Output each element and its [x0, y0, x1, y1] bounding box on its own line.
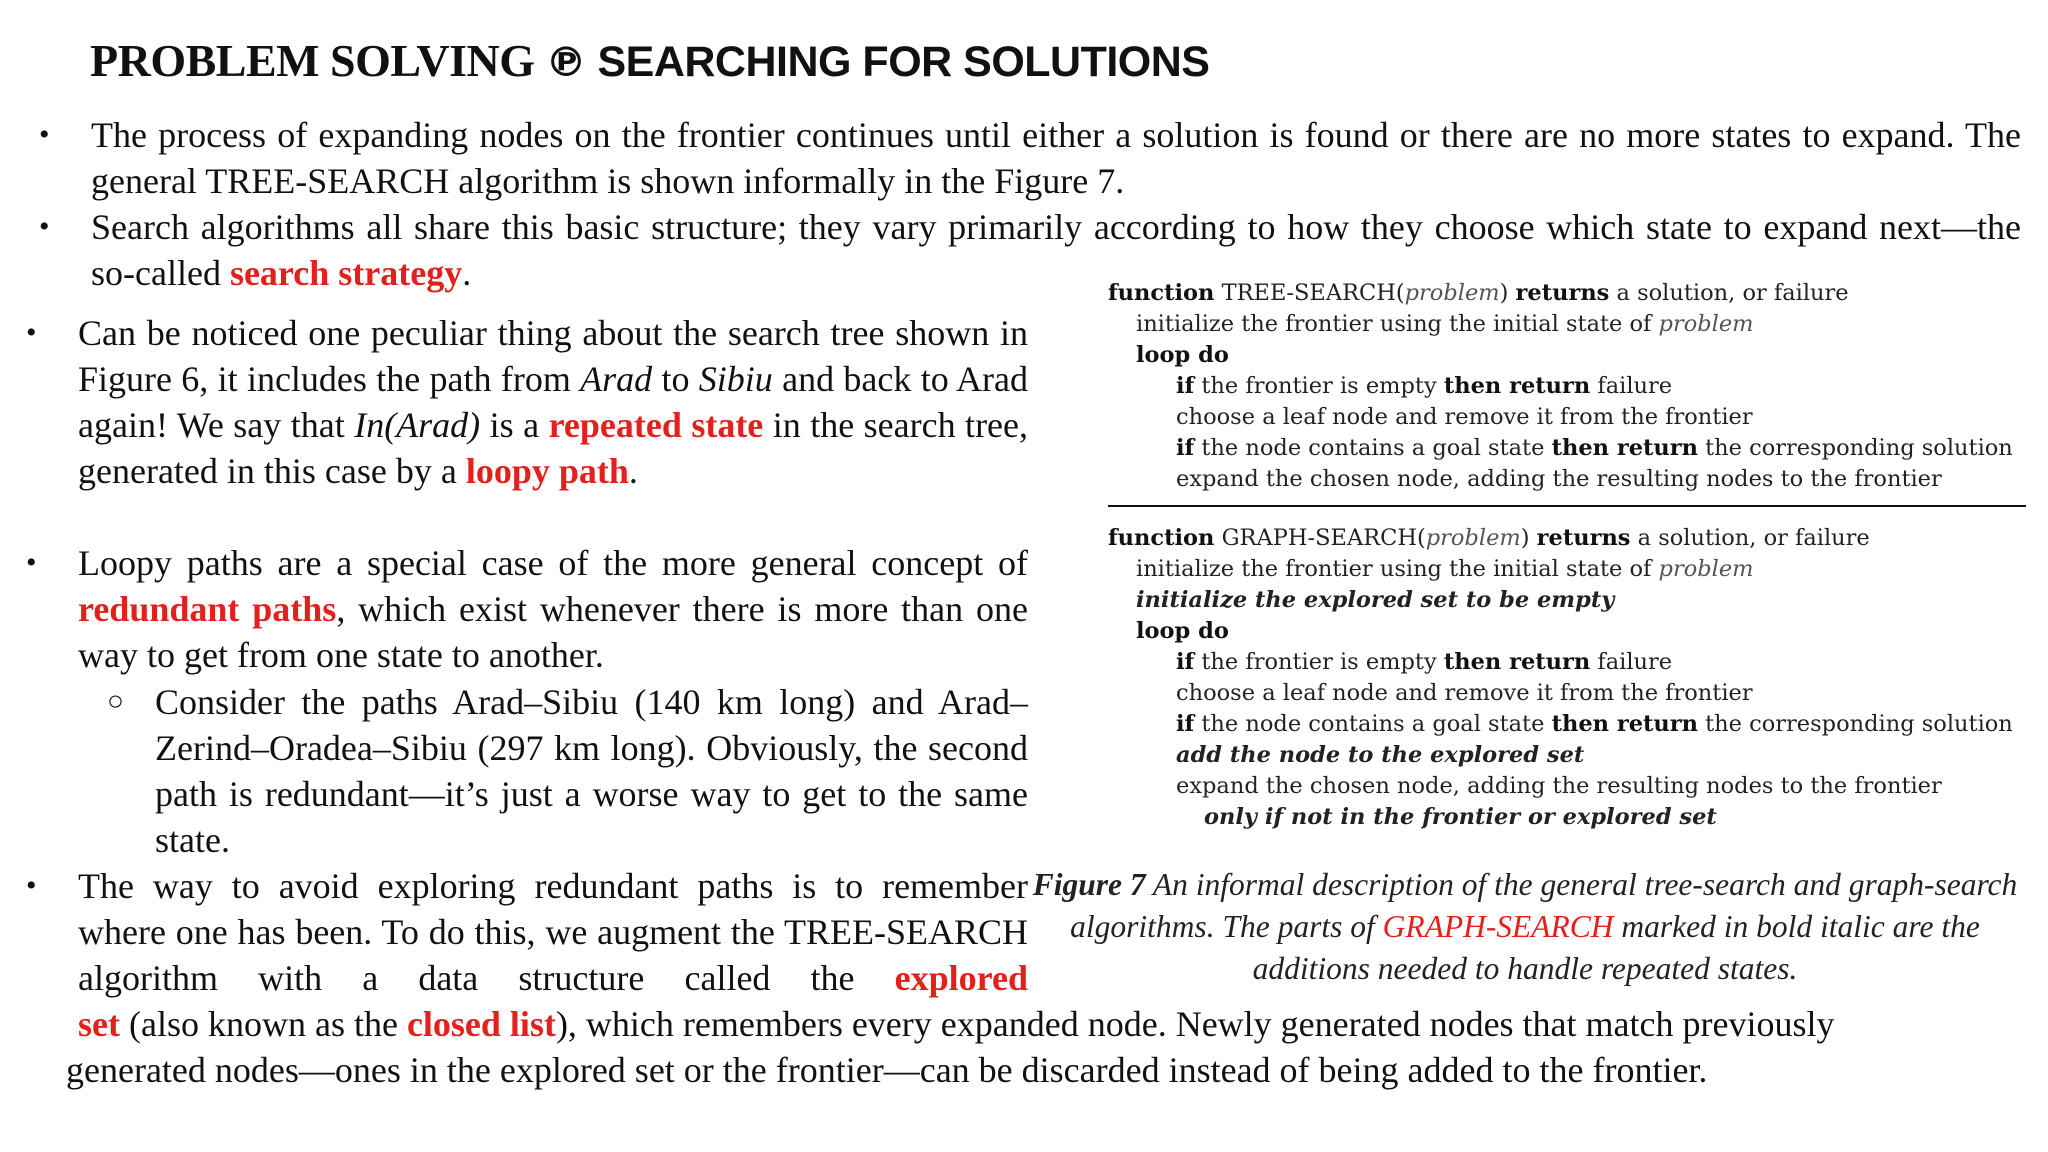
term-explored: explored: [894, 958, 1028, 998]
title-part1: PROBLEM SOLVING: [90, 35, 546, 86]
tree-search-line: if the node contains a goal state then return the corresponding solution: [1176, 435, 2013, 461]
tree-search-line: loop do: [1136, 342, 1229, 368]
page-title: [90, 34, 1209, 87]
title-symbol: ℗: [545, 38, 587, 86]
graph-search-line: if the node contains a goal state then return the corresponding solution: [1176, 711, 2013, 737]
tree-search-header: function TREE-SEARCH(problem) returns a solution, or failure: [1108, 280, 1849, 306]
graph-search-line: initialize the frontier using the initial state of problem: [1136, 556, 1754, 582]
term-set: set: [78, 1004, 120, 1044]
term-redundant-paths: redundant paths: [78, 589, 337, 629]
graph-search-line: loop do: [1136, 618, 1229, 644]
sub-bullet-1: ○ Consider the paths Arad–Sibiu (140 km long) and Arad–Zerind–Oradea–Sibiu (297 km long). Obviously, the second path is redundant—it’s just a worse way to get to the same state.: [155, 679, 1028, 863]
graph-search-algorithm: [1108, 523, 2013, 833]
tree-search-line: expand the chosen node, adding the resulting nodes to the frontier: [1176, 466, 1942, 492]
figure-label: Figure 7: [1032, 867, 1146, 902]
graph-search-line: if the frontier is empty then return failure: [1176, 649, 1673, 675]
term-closed-list: closed list: [406, 1004, 556, 1044]
bullet-5: • The way to avoid exploring redundant paths is to remember where one has been. To do this, we augment the TREE-SEARCH algorithm with a data structure called the explored: [78, 863, 1028, 1001]
figure-caption: Figure 7 An informal description of the general tree-search and graph-search algorithms. The parts of GRAPH-SEARCH marked in bold italic are the additions needed to handle repeated states.: [1032, 867, 2018, 986]
bullet-5-last-line: generated nodes—ones in the explored set or the frontier—can be discarded instead of being added to the frontier.: [66, 1050, 1708, 1090]
graph-search-line: only if not in the frontier or explored set: [1204, 804, 1717, 830]
tree-search-line: initialize the frontier using the initial state of problem: [1136, 311, 1754, 337]
bullet-2: • Search algorithms all share this basic structure; they vary primarily according to how they choose which state to expand next—the so-called search strategy.: [91, 204, 2021, 296]
term-search-strategy: search strategy: [229, 253, 463, 293]
graph-search-header: function GRAPH-SEARCH(problem) returns a solution, or failure: [1108, 525, 1870, 551]
graph-search-line: choose a leaf node and remove it from the frontier: [1176, 680, 1753, 706]
bullet-4: • Loopy paths are a special case of the more general concept of redundant paths, which exist whenever there is more than one way to get from one state to another.: [78, 540, 1028, 678]
bullet-5-continued: set (also known as the closed list), which remembers every expanded node. Newly generated nodes that match previously: [78, 1004, 1835, 1044]
bullet-1: • The process of expanding nodes on the frontier continues until either a solution is found or there are no more states to expand. The general TREE-SEARCH algorithm is shown informally in the Figure 7.: [91, 112, 2021, 204]
caption-graph-search: GRAPH-SEARCH: [1382, 909, 1614, 944]
term-loopy-path: loopy path: [465, 451, 629, 491]
bullet-3: • Can be noticed one peculiar thing about the search tree shown in Figure 6, it includes the path from Arad to Sibiu and back to Arad again! We say that In(Arad) is a repeated state in the search tree, generated in this case by a loopy path.: [78, 310, 1028, 494]
tree-search-algorithm: [1108, 278, 2013, 495]
title-part2: SEARCHING FOR SOLUTIONS: [586, 38, 1210, 86]
graph-search-line: initialize the explored set to be empty: [1136, 587, 1615, 613]
graph-search-line: expand the chosen node, adding the resulting nodes to the frontier: [1176, 773, 1942, 799]
term-repeated-state: repeated state: [548, 405, 764, 445]
tree-search-line: if the frontier is empty then return failure: [1176, 373, 1673, 399]
graph-search-line: add the node to the explored set: [1176, 742, 1585, 768]
tree-search-line: choose a leaf node and remove it from the frontier: [1176, 404, 1753, 430]
algorithm-divider: [1108, 505, 2026, 507]
